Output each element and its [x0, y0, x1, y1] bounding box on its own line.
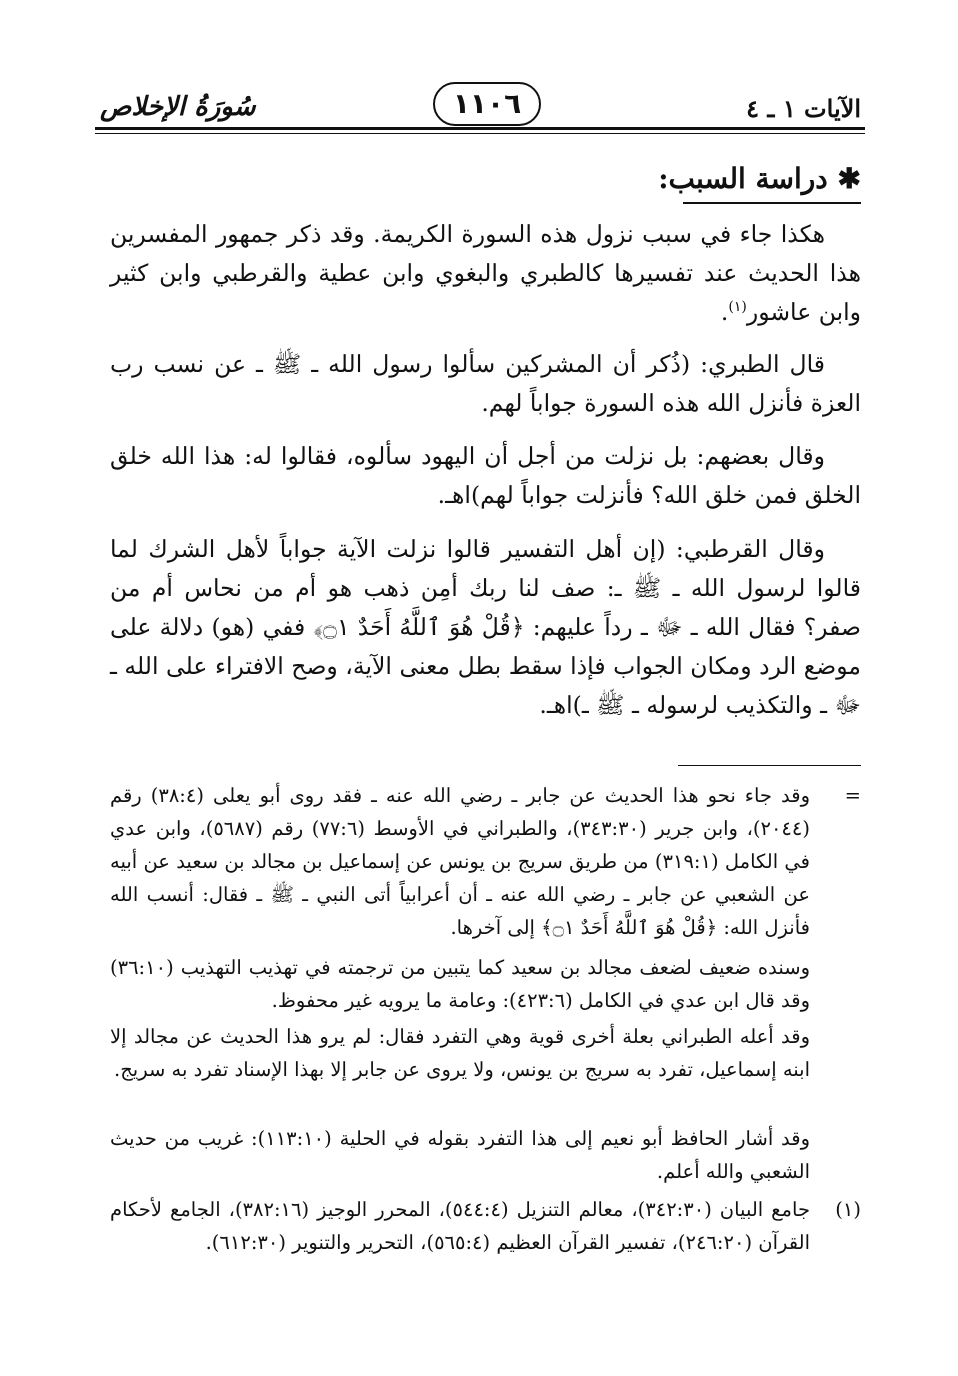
footnote-tabarani-illah: وقد أعله الطبراني بعلة أخرى قوية وهي التفرد فقال: لم يرو هذا الحديث عن مجالد إلا ابنه إسماعيل، تفرد به سريج بن يونس، ولا يروى عن جابر إلا بهذا الإسناد تفرد به سريج.: [110, 1025, 810, 1081]
header-verses-range: الآيات ١ ـ ٤: [746, 94, 861, 123]
footnote-separator: [678, 765, 861, 766]
section-heading: ✱ دراسة السبب:: [658, 162, 861, 195]
section-heading-underline: [683, 202, 861, 204]
paragraph-intro-end: .: [720, 298, 729, 326]
page-number: ١١٠٦: [433, 82, 541, 126]
header-surah-title: سُورَةُ الإخلاص: [100, 92, 256, 122]
footnote-isnad-weakness: وسنده ضعيف لضعف مجالد بن سعيد كما يتبين من ترجمته في تهذيب التهذيب (٣٦:١٠) وقد قال ابن عدي في الكامل (٤٢٣:٦): وعامة ما يرويه غير محفوظ.: [110, 956, 810, 1012]
header-rule: [95, 127, 865, 130]
footnote-jabir-narration: وقد جاء نحو هذا الحديث عن جابر ـ رضي الله عنه ـ فقد روى أبو يعلى (٣٨:٤) رقم (٢٠٤٤)، وابن جرير (٣٤٣:٣٠)، والطبراني في الأوسط (٧٧:٦) رقم (٥٦٨٧)، وابن عدي في الكامل (٣١٩:١) من طريق سريج بن يونس عن إسماعيل بن مجالد بن سعيد عن أبيه عن الشعبي عن جابر ـ رضي الله عنه ـ أن أعرابياً أتى النبي ـ ﷺ ـ فقال: أنسب الله فأنزل الله: ﴿قُلْ هُوَ ٱللَّهُ أَحَدٌ ۝١﴾ إلى آخرها.: [110, 784, 810, 939]
header-rule-thin: [95, 133, 865, 134]
paragraph-others: وقال بعضهم: بل نزلت من أجل أن اليهود سألوه، فقالوا له: هذا الله خلق الخلق فمن خلق الله؟ فأنزلت جواباً لهم)اهـ.: [110, 442, 861, 509]
footnote-abu-nuaym: وقد أشار الحافظ أبو نعيم إلى هذا التفرد بقوله في الحلية (١١٣:١٠): غريب من حديث الشعبي والله أعلم.: [110, 1127, 810, 1183]
paragraph-tabari: قال الطبري: (ذُكر أن المشركين سألوا رسول الله ـ ﷺ ـ عن نسب رب العزة فأنزل الله هذه السورة جواباً لهم.: [110, 350, 861, 417]
footnote-number-1: (١): [835, 1198, 861, 1221]
footnote-1-references: جامع البيان (٣٤٢:٣٠)، معالم التنزيل (٥٤٤:٤)، المحرر الوجيز (٣٨٢:١٦)، الجامع لأحكام القرآن (٢٤٦:٢٠)، تفسير القرآن العظيم (٥٦٥:٤)، التحرير والتنوير (٦١٢:٣٠).: [110, 1198, 810, 1254]
footnote-ref-1: (١): [728, 299, 747, 316]
paragraph-intro-text: هكذا جاء في سبب نزول هذه السورة الكريمة. وقد ذكر جمهور المفسرين هذا الحديث عند تفسيرها كالطبري والبغوي وابن عطية والقرطبي وابن كثير وابن عاشور: [110, 220, 861, 326]
paragraph-intro: [110, 215, 861, 332]
footnote-continuation-mark: =: [844, 784, 861, 807]
paragraph-qurtubi: وقال القرطبي: (إن أهل التفسير قالوا نزلت الآية جواباً لأهل الشرك لما قالوا لرسول الله ـ ﷺ ـ: صف لنا ربك أمِن ذهب هو أم من نحاس أم من صفر؟ فقال الله ـ ﷻ ـ رداً عليهم: ﴿قُلْ هُوَ ٱللَّهُ أَحَدٌ ۝١﴾ ففي (هو) دلالة على موضع الرد ومكان الجواب فإذا سقط بطل معنى الآية، وصح الافتراء على الله ـ ﷻ ـ والتكذيب لرسوله ـ ﷺ ـ)اهـ.: [110, 535, 861, 719]
